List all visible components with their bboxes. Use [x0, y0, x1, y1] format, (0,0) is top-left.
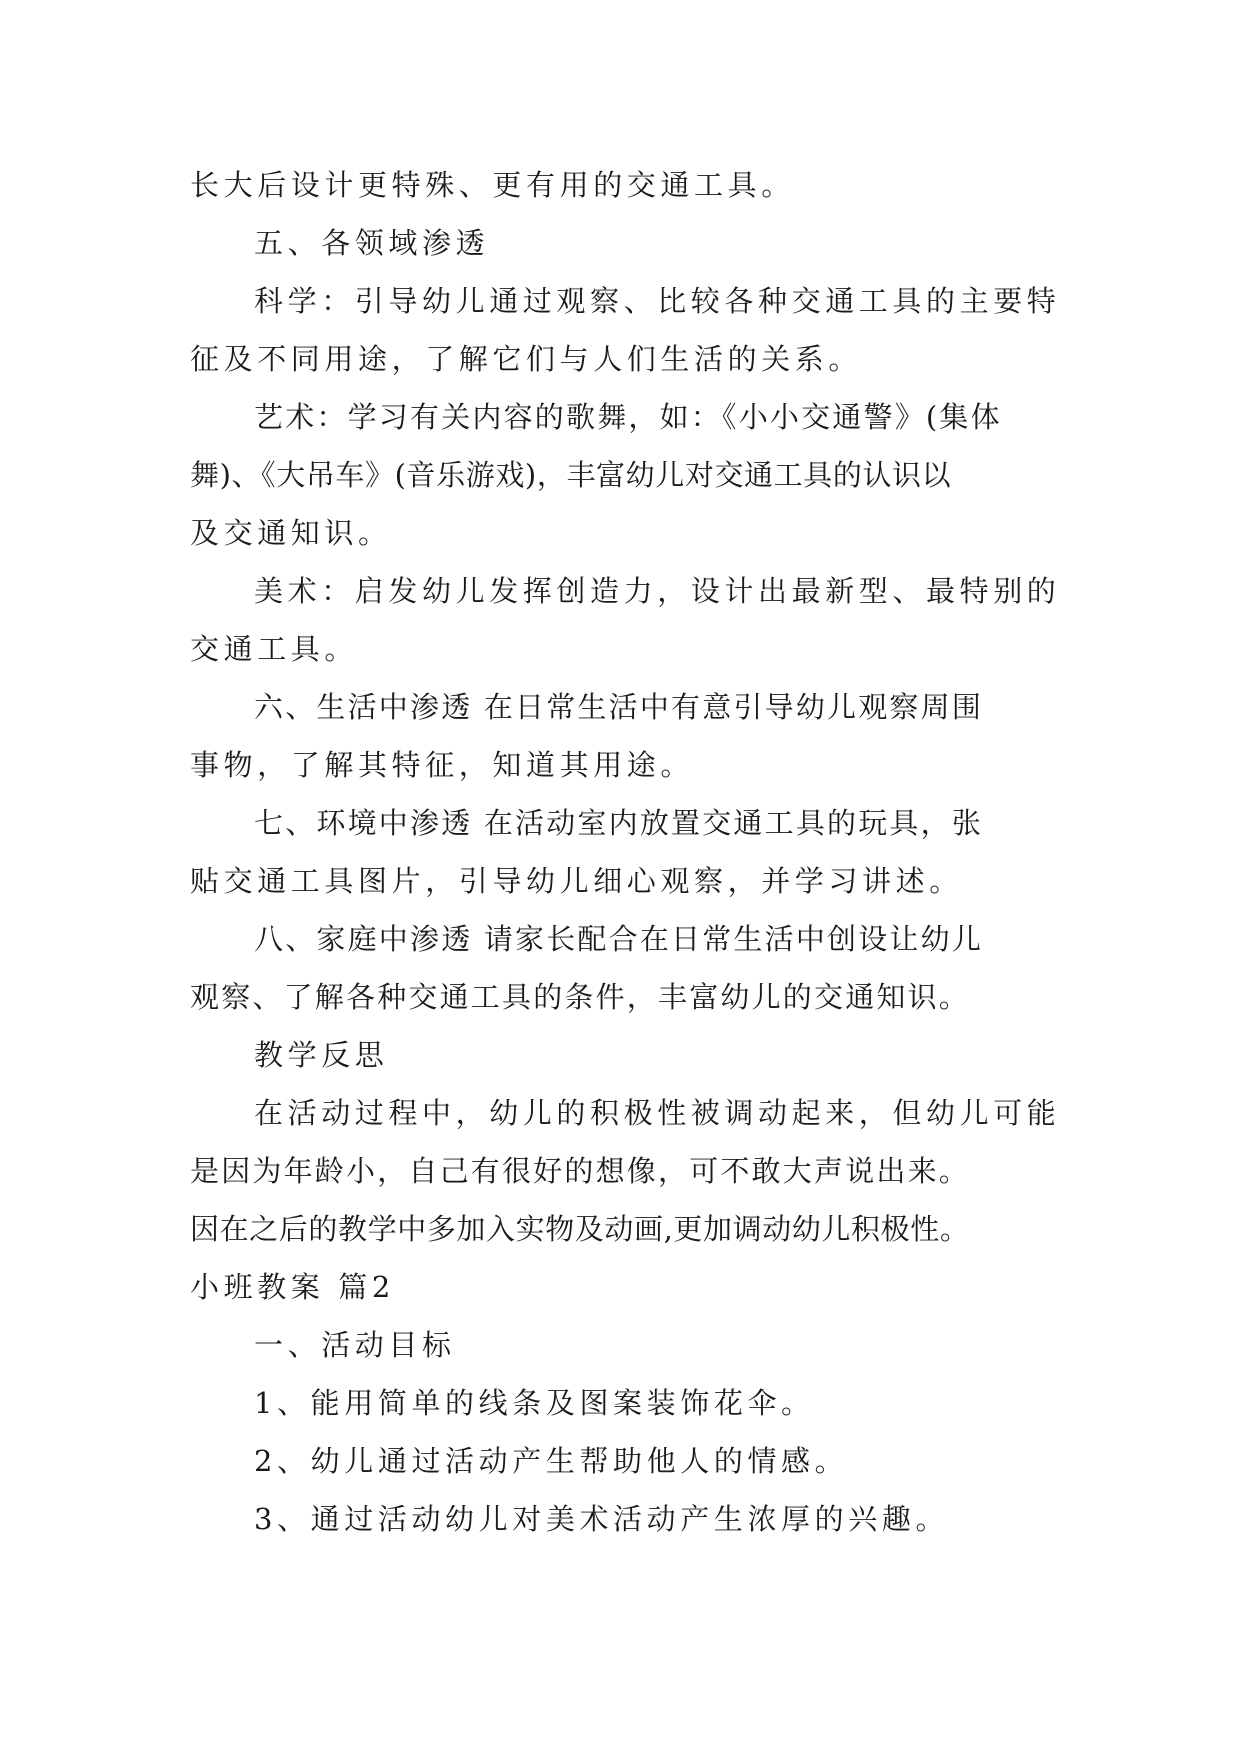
list-item: 1、能用简单的线条及图案装饰花伞。 [254, 1386, 815, 1420]
paragraph-line: 科学：引导幼儿通过观察、比较各种交通工具的主要特 [254, 284, 1061, 318]
section-heading: 七、环境中渗透 在活动室内放置交通工具的玩具，张 [254, 806, 984, 840]
paragraph-line: 及交通知识。 [190, 516, 392, 550]
list-item: 2、幼儿通过活动产生帮助他人的情感。 [254, 1444, 849, 1478]
list-item: 3、通过活动幼儿对美术活动产生浓厚的兴趣。 [254, 1502, 950, 1536]
paragraph-line: 征及不同用途，了解它们与人们生活的关系。 [190, 342, 863, 376]
paragraph-line: 因在之后的教学中多加入实物及动画,更加调动幼儿积极性。 [190, 1212, 970, 1246]
section-heading: 五、各领域渗透 [254, 226, 490, 260]
section-heading: 六、生活中渗透 在日常生活中有意引导幼儿观察周围 [254, 690, 984, 724]
document-body [190, 156, 1061, 1548]
paragraph-line: 是因为年龄小，自己有很好的想像，可不敢大声说出来。 [190, 1154, 971, 1188]
paragraph-line: 事物，了解其特征，知道其用途。 [190, 748, 695, 782]
article-title: 小班教案 篇2 [190, 1270, 395, 1304]
paragraph-line: 艺术：学习有关内容的歌舞，如：《小小交通警》(集体 [254, 400, 1002, 434]
paragraph-line: 贴交通工具图片，引导幼儿细心观察，并学习讲述。 [190, 864, 963, 898]
section-heading: 教学反思 [254, 1038, 389, 1072]
section-heading: 八、家庭中渗透 请家长配合在日常生活中创设让幼儿 [254, 922, 984, 956]
paragraph-line: 交通工具。 [190, 632, 359, 666]
paragraph-line: 舞)、《大吊车》(音乐游戏)，丰富幼儿对交通工具的认识以 [190, 458, 952, 492]
paragraph-line: 美术：启发幼儿发挥创造力，设计出最新型、最特别的 [254, 574, 1061, 608]
section-heading: 一、活动目标 [254, 1328, 456, 1362]
paragraph-line: 长大后设计更特殊、更有用的交通工具。 [190, 168, 795, 202]
paragraph-line: 在活动过程中，幼儿的积极性被调动起来，但幼儿可能 [254, 1096, 1061, 1130]
paragraph-line: 观察、了解各种交通工具的条件，丰富幼儿的交通知识。 [190, 980, 971, 1014]
